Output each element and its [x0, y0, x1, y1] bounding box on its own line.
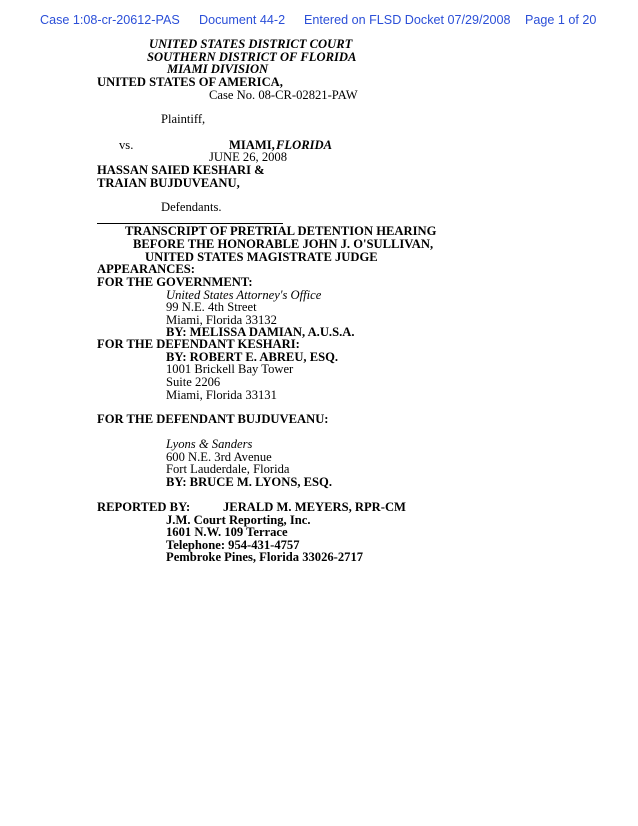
bujduveanu-city: Fort Lauderdale, Florida [166, 462, 290, 476]
versus: vs. [119, 138, 134, 152]
government-office: United States Attorney's Office [166, 288, 322, 302]
court-name: UNITED STATES DISTRICT COURT [149, 37, 353, 51]
reporter-street: 1601 N.W. 109 Terrace [166, 525, 288, 539]
docket-case-number: Case 1:08-cr-20612-PAS [40, 13, 180, 27]
defendant-name-1: HASSAN SAIED KESHARI & [97, 163, 265, 177]
hearing-state: FLORIDA [276, 138, 332, 152]
keshari-city: Miami, Florida 33131 [166, 388, 277, 402]
defendant-name-2: TRAIAN BUJDUVEANU, [97, 176, 240, 190]
docket-header [0, 13, 638, 31]
keshari-heading: FOR THE DEFENDANT KESHARI: [97, 337, 300, 351]
docket-entered-date: Entered on FLSD Docket 07/29/2008 [304, 13, 511, 27]
keshari-street: 1001 Brickell Bay Tower [166, 362, 294, 376]
keshari-suite: Suite 2206 [166, 375, 221, 389]
court-district: SOUTHERN DISTRICT OF FLORIDA [147, 50, 357, 64]
reporter-label: REPORTED BY: [97, 500, 191, 514]
hearing-city: MIAMI, [229, 138, 275, 152]
transcript-title: TRANSCRIPT OF PRETRIAL DETENTION HEARING [125, 224, 437, 238]
reporter-company: J.M. Court Reporting, Inc. [166, 513, 311, 527]
government-street: 99 N.E. 4th Street [166, 300, 257, 314]
transcript-judge: BEFORE THE HONORABLE JOHN J. O'SULLIVAN, [133, 237, 434, 251]
reporter-phone: Telephone: 954-431-4757 [166, 538, 300, 552]
case-number: Case No. 08-CR-02821-PAW [209, 88, 358, 102]
keshari-attorney: BY: ROBERT E. ABREU, ESQ. [166, 350, 339, 364]
docket-document-number: Document 44-2 [199, 13, 286, 27]
transcript-judge-title: UNITED STATES MAGISTRATE JUDGE [145, 250, 378, 264]
bujduveanu-attorney: BY: BRUCE M. LYONS, ESQ. [166, 475, 332, 489]
defendants-label: Defendants. [161, 200, 222, 214]
bujduveanu-heading: FOR THE DEFENDANT BUJDUVEANU: [97, 412, 329, 426]
bujduveanu-street: 600 N.E. 3rd Avenue [166, 450, 272, 464]
hearing-date: JUNE 26, 2008 [209, 150, 288, 164]
reporter-city: Pembroke Pines, Florida 33026-2717 [166, 550, 364, 564]
appearances-heading: APPEARANCES: [97, 262, 195, 276]
bujduveanu-firm: Lyons & Sanders [166, 437, 253, 451]
government-heading: FOR THE GOVERNMENT: [97, 275, 253, 289]
plaintiff-name: UNITED STATES OF AMERICA, [97, 75, 283, 89]
docket-page-count: Page 1 of 20 [525, 13, 597, 27]
court-division: MIAMI DIVISION [167, 62, 269, 76]
government-city: Miami, Florida 33132 [166, 313, 277, 327]
government-attorney: BY: MELISSA DAMIAN, A.U.S.A. [166, 325, 355, 339]
reporter-name: JERALD M. MEYERS, RPR-CM [223, 500, 406, 514]
plaintiff-label: Plaintiff, [161, 112, 206, 126]
